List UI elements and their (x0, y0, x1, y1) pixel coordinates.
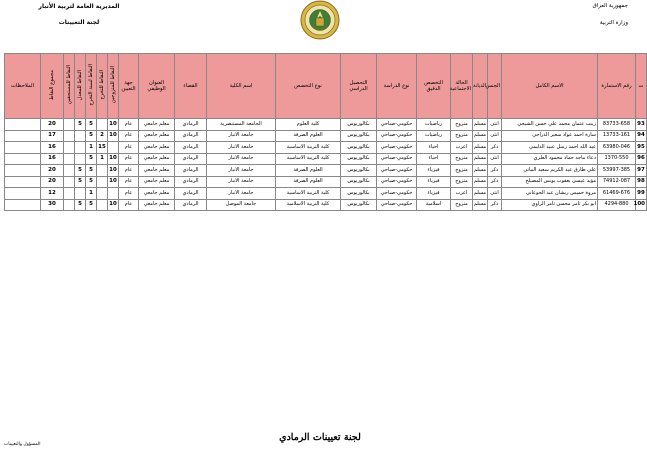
table-cell: 20 (41, 165, 64, 177)
table-cell: فيزياء (417, 176, 451, 188)
header-right (538, 3, 628, 27)
table-cell (5, 176, 41, 188)
table-cell: اعزب (451, 142, 473, 154)
table-cell: بكالوريوس (341, 130, 377, 142)
table-cell: الرمادي (175, 199, 207, 211)
table-row (5, 199, 647, 211)
table-cell: مسلم (473, 165, 488, 177)
table-cell: كلية التربية الاساسية (276, 188, 341, 200)
table-cell: فيزياء (417, 165, 451, 177)
table-cell: 10 (108, 119, 119, 131)
table-cell: بكالوريوس (341, 188, 377, 200)
table-cell (97, 176, 108, 188)
table-cell: 97 (636, 165, 647, 177)
column-header: القضاء (175, 54, 207, 119)
column-header (108, 54, 119, 119)
table-cell: 13733-161 (598, 130, 636, 142)
table-cell: 10 (108, 130, 119, 142)
table-cell: 99 (636, 188, 647, 200)
table-cell: حكومي-صباحي (377, 188, 417, 200)
table-cell: احياء (417, 153, 451, 165)
table-cell (97, 188, 108, 200)
column-header: الديانة (473, 54, 488, 119)
table-cell (64, 188, 75, 200)
table-cell: 61469-676 (598, 188, 636, 200)
table-cell (97, 199, 108, 211)
table-cell: بكالوريوس (341, 142, 377, 154)
column-header: الملاحظات (5, 54, 41, 119)
column-header (86, 54, 97, 119)
table-cell (64, 165, 75, 177)
table-cell: اسلامية (417, 199, 451, 211)
table-cell: الرمادي (175, 130, 207, 142)
table-cell: 5 (86, 176, 97, 188)
column-header: نوع الدراسة (377, 54, 417, 119)
column-header (41, 54, 64, 119)
table-cell: مسلم (473, 130, 488, 142)
table-cell: بكالوريوس (341, 176, 377, 188)
table-cell: مسلم (473, 176, 488, 188)
table-cell: معلم جامعي (139, 153, 175, 165)
table-cell (5, 130, 41, 142)
table-cell (108, 188, 119, 200)
appointments-table (4, 53, 645, 223)
table-cell: جامعة الانبار (207, 142, 276, 154)
table-cell: الرمادي (175, 142, 207, 154)
table-cell: كلية التربية الاساسية (276, 153, 341, 165)
table-cell: العلوم الصرفة (276, 176, 341, 188)
column-header: الجنس (488, 54, 502, 119)
column-header-label: النقاط لسنة التخرج (88, 64, 94, 106)
table-cell: 100 (636, 199, 647, 211)
table-cell: 5 (75, 165, 86, 177)
footer-note: المسؤول والتعيينات (4, 442, 41, 447)
table-cell: العلوم الصرفة (276, 130, 341, 142)
table-cell (5, 165, 41, 177)
table-cell: بكالوريوس (341, 119, 377, 131)
table-cell: مسلم (473, 142, 488, 154)
table-cell: 96 (636, 153, 647, 165)
table-cell (64, 142, 75, 154)
table-cell: معلم جامعي (139, 165, 175, 177)
table-cell: الرمادي (175, 119, 207, 131)
table-cell: ذكر (488, 199, 502, 211)
table-cell: رياضيات (417, 119, 451, 131)
table-cell: ذكر (488, 165, 502, 177)
table-cell: 53997-385 (598, 165, 636, 177)
table-cell (5, 188, 41, 200)
table-cell: معلم جامعي (139, 119, 175, 131)
table-cell: عام (119, 188, 139, 200)
table-cell: ذكر (488, 176, 502, 188)
table-cell (64, 176, 75, 188)
table-cell: 95 (636, 142, 647, 154)
table-cell: كلية التربية الاسلامية (276, 199, 341, 211)
table-cell: مسلم (473, 188, 488, 200)
table-row (5, 142, 647, 154)
table-cell: انثى (488, 153, 502, 165)
table-cell: متزوج (451, 176, 473, 188)
table-row (5, 176, 647, 188)
table-cell: جامعة الموصل (207, 199, 276, 211)
table-cell (5, 199, 41, 211)
table-row (5, 153, 647, 165)
table-cell: 94 (636, 130, 647, 142)
table-cell (64, 153, 75, 165)
table-cell: متزوج (451, 199, 473, 211)
table-cell: عام (119, 165, 139, 177)
table-cell: 5 (86, 199, 97, 211)
table-cell: 74912-087 (598, 176, 636, 188)
column-header: التحصيل الدراسي (341, 54, 377, 119)
table-cell: حكومي-صباحي (377, 142, 417, 154)
table-cell: مروة خميس ريشان عبد الجوعاني (502, 188, 598, 200)
table-cell: جامعة الانبار (207, 130, 276, 142)
table-cell: متزوج (451, 119, 473, 131)
table-cell: دعاء ماجد حماد محمود العلزي (502, 153, 598, 165)
table-cell: جامعة الانبار (207, 153, 276, 165)
table-cell (5, 119, 41, 131)
table-cell: 10 (108, 176, 119, 188)
column-header: اسم الكلية (207, 54, 276, 119)
table-cell: عبد الله احمد زمبل عبيد الدليمي (502, 142, 598, 154)
table-cell: جامعة الانبار (207, 165, 276, 177)
column-header (75, 54, 86, 119)
table-row (5, 165, 647, 177)
table-cell (5, 153, 41, 165)
table-cell: رياضيات (417, 130, 451, 142)
table-cell: 83733-658 (598, 119, 636, 131)
table-cell: معلم جامعي (139, 142, 175, 154)
column-header-label: النقاط للمتزوجين (110, 66, 116, 104)
column-header (64, 54, 75, 119)
table-cell (64, 119, 75, 131)
table-cell: كلية التربية الاساسية (276, 142, 341, 154)
column-header-label: النقاط للتخرج (99, 70, 105, 100)
header-directorate: المديرية العامة لتربية الأنبار (38, 3, 120, 10)
table-cell: العلوم الصرفة (276, 165, 341, 177)
table-cell: 63980-046 (598, 142, 636, 154)
table-cell: بكالوريوس (341, 165, 377, 177)
table-cell (75, 130, 86, 142)
table-cell: انثى (488, 130, 502, 142)
table-cell (108, 142, 119, 154)
column-header: التخصص الدقيق (417, 54, 451, 119)
header-committee: لجنة التعيينات (58, 19, 100, 26)
table-cell: 10 (108, 199, 119, 211)
header-left (4, 3, 154, 27)
table-cell: 5 (86, 165, 97, 177)
table-cell (64, 130, 75, 142)
table-cell: 12 (41, 188, 64, 200)
table-cell: 5 (75, 176, 86, 188)
column-header: الحالة الاجتماعية (451, 54, 473, 119)
table-cell (75, 142, 86, 154)
table-cell: عام (119, 176, 139, 188)
table-cell: كلية العلوم (276, 119, 341, 131)
table-cell: فيزياء (417, 188, 451, 200)
table-cell: حكومي-صباحي (377, 176, 417, 188)
table-row (5, 188, 647, 200)
column-header-label: مجموع النقاط (49, 69, 55, 101)
table-cell: ابو بكر ثامر محسن ثامر الراوي (502, 199, 598, 211)
table-cell: معلم جامعي (139, 199, 175, 211)
table-cell: زينب عثمان محمد علي حسن الشيجي (502, 119, 598, 131)
iraq-seal-icon (300, 0, 340, 40)
table-cell: حكومي-صباحي (377, 165, 417, 177)
table-cell: بكالوريوس (341, 153, 377, 165)
table-cell: علي طارق عبد الكريم سعيد البياتي (502, 165, 598, 177)
table-cell: الرمادي (175, 153, 207, 165)
table-cell: الرمادي (175, 188, 207, 200)
table-cell: عام (119, 199, 139, 211)
column-header: ت (636, 54, 647, 119)
table-cell: انثى (488, 188, 502, 200)
table-cell: مسلم (473, 153, 488, 165)
table-cell: حكومي-صباحي (377, 153, 417, 165)
table-cell: عام (119, 153, 139, 165)
table-cell: 20 (41, 119, 64, 131)
column-header-label: النقاط للمستحقين (66, 65, 72, 105)
table-cell: حكومي-صباحي (377, 130, 417, 142)
table-cell (97, 165, 108, 177)
table-cell: انثى (488, 119, 502, 131)
table-cell: احياء (417, 142, 451, 154)
table-cell: جامعة الانبار (207, 176, 276, 188)
table-cell (64, 199, 75, 211)
column-header: العنوان الوظيفي (139, 54, 175, 119)
table-cell: عام (119, 142, 139, 154)
table-cell: اعزب (451, 188, 473, 200)
table-cell: حكومي-صباحي (377, 199, 417, 211)
table-cell: 2 (97, 130, 108, 142)
table-cell: 10 (108, 153, 119, 165)
table-cell: 20 (41, 176, 64, 188)
table-cell: 5 (86, 119, 97, 131)
table-cell: 1 (86, 188, 97, 200)
table-cell: مسلم (473, 119, 488, 131)
table-cell: ذكر (488, 142, 502, 154)
table-cell: معلم جامعي (139, 176, 175, 188)
column-header (97, 54, 108, 119)
table-header-row (5, 54, 647, 119)
table-cell: 15 (97, 142, 108, 154)
table-cell: 1370-550 (598, 153, 636, 165)
table-cell: 10 (108, 165, 119, 177)
column-header: الاسم الكامل (502, 54, 598, 119)
table-row (5, 130, 647, 142)
table-cell: مسلم (473, 199, 488, 211)
table-row (5, 119, 647, 131)
table-cell (97, 119, 108, 131)
table-cell: 16 (41, 153, 64, 165)
table-cell: الجامعة المستنصرية (207, 119, 276, 131)
footer-title: لجنة تعيينات الرمادي (279, 432, 361, 443)
table-cell: متزوج (451, 153, 473, 165)
table-cell: متزوج (451, 130, 473, 142)
table-cell: سارة احمد عواد سعير الدراجي (502, 130, 598, 142)
table-cell: معلم جامعي (139, 130, 175, 142)
table-cell (75, 153, 86, 165)
column-header: نوع التخصص (276, 54, 341, 119)
table-cell: مؤيد عيسى يعقوب يونس المصيلخ (502, 176, 598, 188)
table-cell: 30 (41, 199, 64, 211)
table-cell: عام (119, 130, 139, 142)
table-cell: 5 (86, 130, 97, 142)
table-cell: 17 (41, 130, 64, 142)
column-header: جهة التعيين (119, 54, 139, 119)
header-country: جمهورية العراق (592, 3, 628, 9)
table-cell: متزوج (451, 165, 473, 177)
column-header-label: النقاط للمعدل (77, 69, 83, 101)
table-cell: جامعة الانبار (207, 188, 276, 200)
table-cell (5, 142, 41, 154)
table-cell: 4294-880 (598, 199, 636, 211)
table-cell (75, 188, 86, 200)
table-cell: 5 (75, 199, 86, 211)
table-cell: الرمادي (175, 176, 207, 188)
header-ministry: وزارة التربية (599, 20, 628, 26)
table-cell: 1 (97, 153, 108, 165)
table-cell: معلم جامعي (139, 188, 175, 200)
table-cell: حكومي-صباحي (377, 119, 417, 131)
table-cell: عام (119, 119, 139, 131)
table-cell: 93 (636, 119, 647, 131)
column-header: رقم الاستمارة (598, 54, 636, 119)
table-cell: 98 (636, 176, 647, 188)
table-cell: 5 (86, 153, 97, 165)
table-cell: الرمادي (175, 165, 207, 177)
table-cell: بكالوريوس (341, 199, 377, 211)
table-cell: 5 (75, 119, 86, 131)
table-cell: 16 (41, 142, 64, 154)
table-cell: 1 (86, 142, 97, 154)
